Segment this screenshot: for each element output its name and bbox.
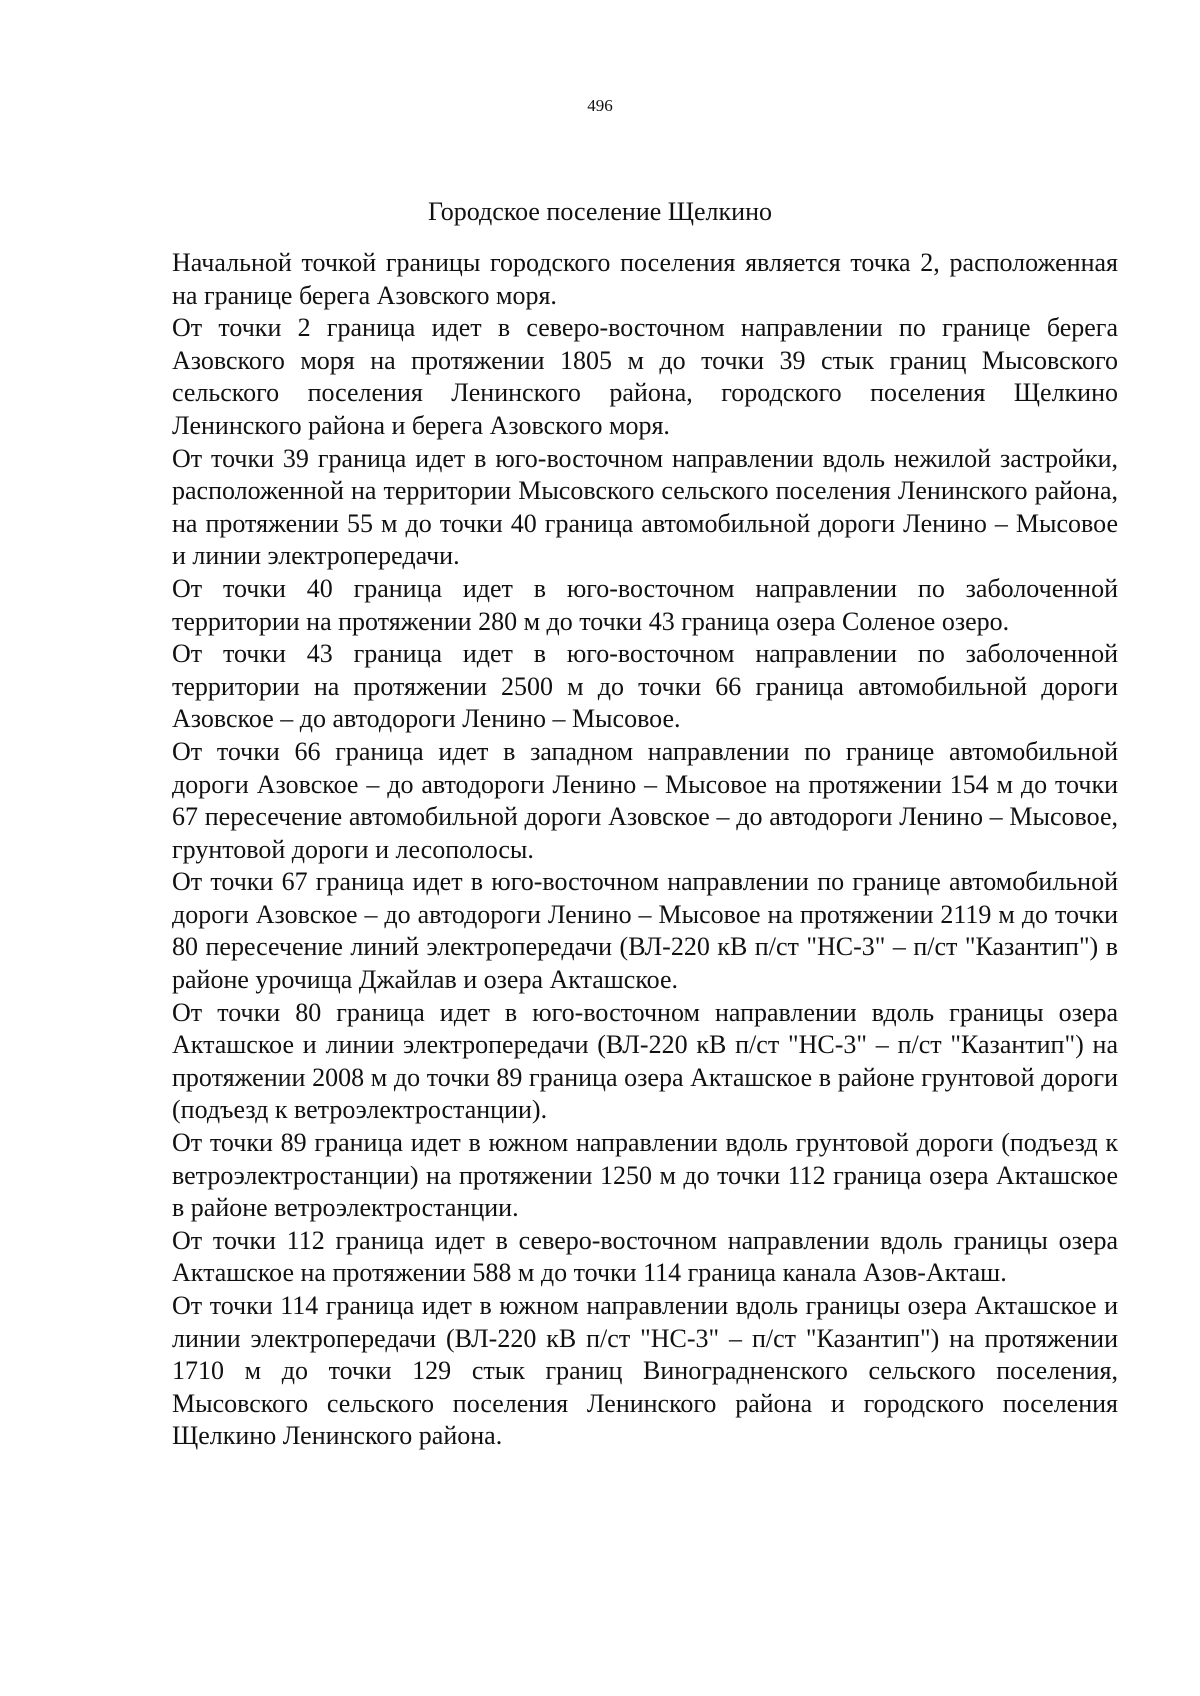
paragraph-point-39: От точки 39 граница идет в юго-восточном направлении вдоль нежилой застройки, расположенной на территории Мысовского сельского поселения Ленинского района, на протяжении 55 м до точки 40 граница автомобильной дороги Ленино – Мысовое и линии электропередачи. <box>172 443 1118 571</box>
page-number: 496 <box>587 96 613 115</box>
paragraph-start-point: Начальной точкой границы городского поселения является точка 2, расположенная на границе берега Азовского моря. <box>172 248 1118 310</box>
paragraph-point-2: От точки 2 граница идет в северо-восточном направлении по границе берега Азовского моря на протяжении 1805 м до точки 39 стык границ Мысовского сельского поселения Ленинского района, городского поселения Щелкино Ленинского района и берега Азовского моря. <box>172 313 1118 440</box>
paragraph-point-43: От точки 43 граница идет в юго-восточном направлении по заболоченной территории на протяжении 2500 м до точки 66 граница автомобильной дороги Азовское – до автодороги Ленино – Мысовое. <box>172 639 1118 734</box>
paragraph-point-114: От точки 114 граница идет в южном направлении вдоль границы озера Акташское и линии электропередачи (ВЛ-220 кВ п/ст "НС-3" – п/ст "Казантип") на протяжении 1710 м до точки 129 стык границ Виноградненского сельского поселения, Мысовского сельского поселения Ленинского района и городского поселения Щелкино Ленинского района. <box>172 1291 1118 1451</box>
paragraph-point-40: От точки 40 граница идет в юго-восточном направлении по заболоченной территории на протяжении 280 м до точки 43 граница озера Соленое озеро. <box>172 573 1118 636</box>
paragraph-point-67: От точки 67 граница идет в юго-восточном направлении по границе автомобильной дороги Азовское – до автодороги Ленино – Мысовое на протяжении 2119 м до точки 80 пересечение линий электропередачи (ВЛ-220 кВ п/ст "НС-3" – п/ст "Казантип") в районе урочища Джайлав и озера Акташское. <box>172 867 1118 995</box>
paragraph-point-80: От точки 80 граница идет в юго-восточном направлении вдоль границы озера Акташское и линии электропередачи (ВЛ-220 кВ п/ст "НС-3" – п/ст "Казантип") на протяжении 2008 м до точки 89 граница озера Акташское в районе грунтовой дороги (подъезд к ветроэлектростанции). <box>172 997 1118 1125</box>
paragraph-point-89: От точки 89 граница идет в южном направлении вдоль грунтовой дороги (подъезд к ветроэлектростанции) на протяжении 1250 м до точки 112 граница озера Акташское в районе ветроэлектростанции. <box>172 1128 1118 1223</box>
document-body <box>172 247 1118 1453</box>
paragraph-point-66: От точки 66 граница идет в западном направлении по границе автомобильной дороги Азовское – до автодороги Ленино – Мысовое на протяжении 154 м до точки 67 пересечение автомобильной дороги Азовское – до автодороги Ленино – Мысовое, грунтовой дороги и лесополосы. <box>172 736 1118 864</box>
document-title: Городское поселение Щелкино <box>428 197 772 226</box>
paragraph-point-112: От точки 112 граница идет в северо-восточном направлении вдоль границы озера Акташское на протяжении 588 м до точки 114 граница канала Азов-Акташ. <box>172 1225 1118 1288</box>
